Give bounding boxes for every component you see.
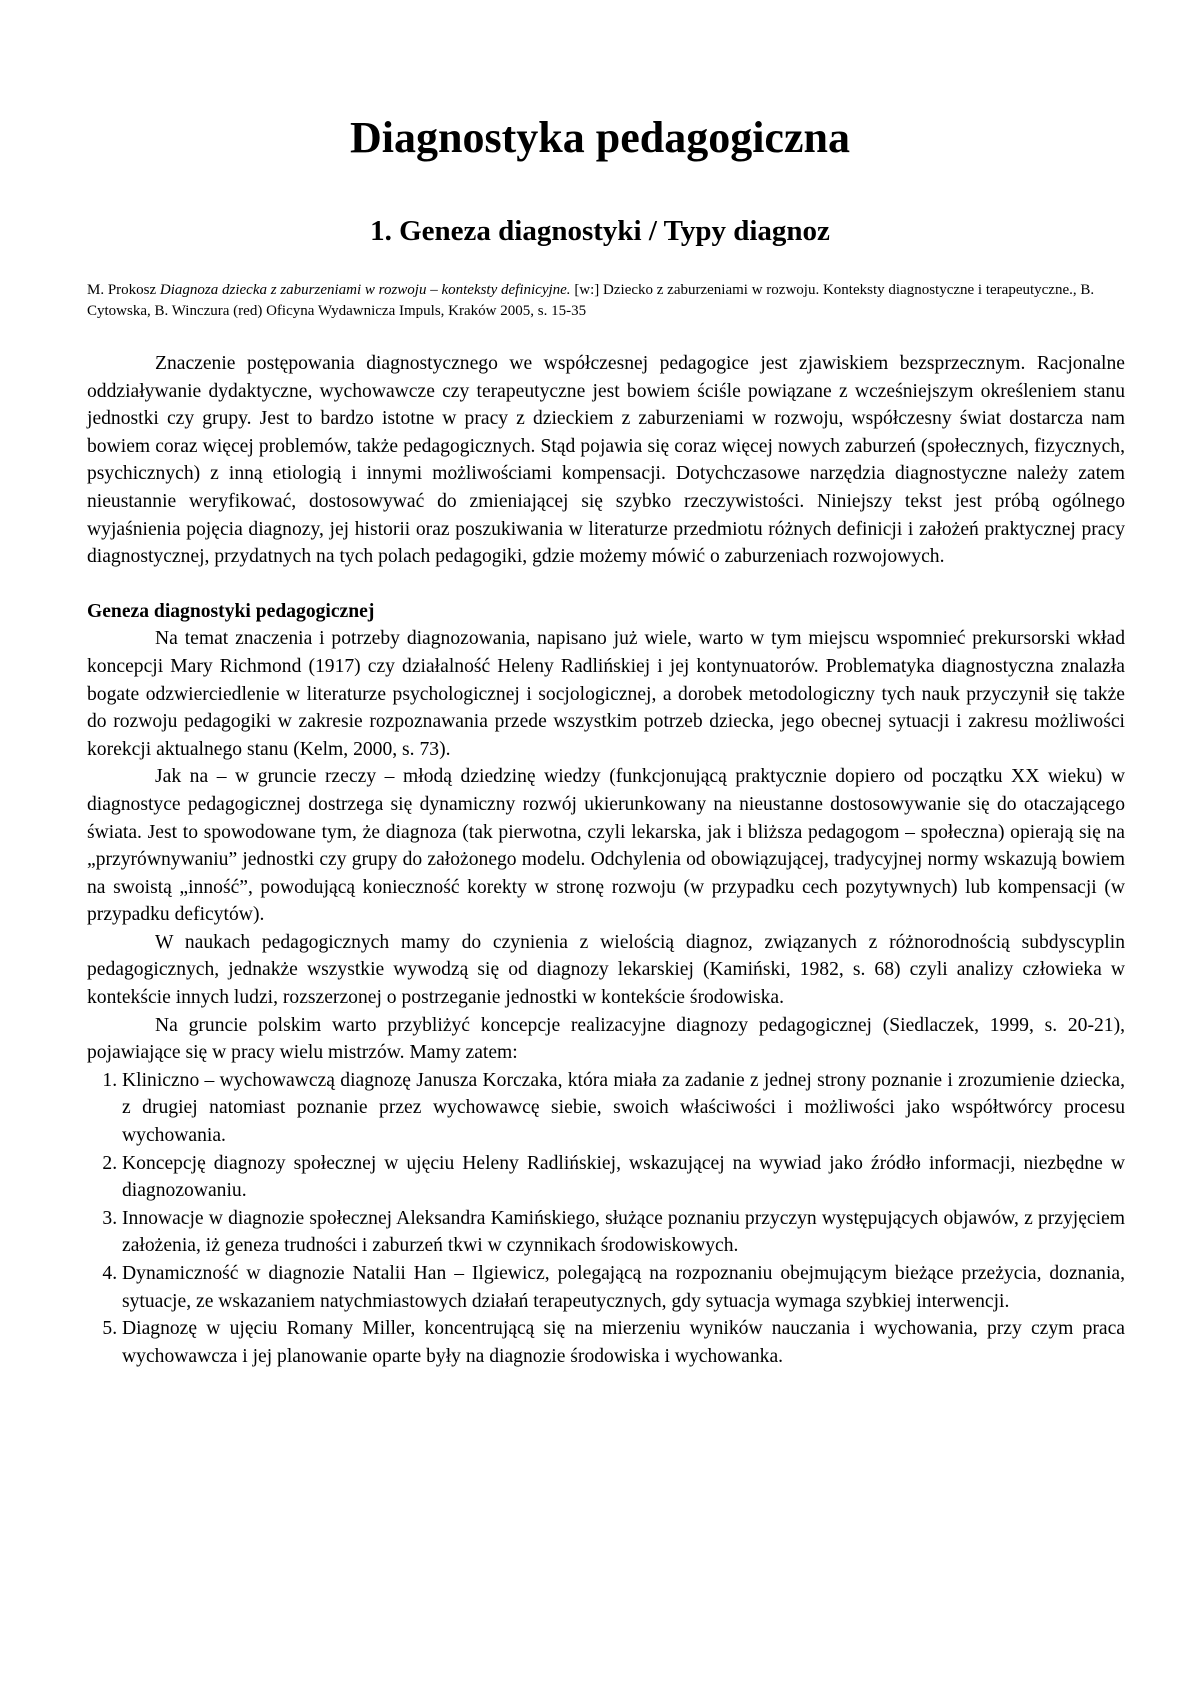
body-paragraph: W naukach pedagogicznych mamy do czynienia z wielością diagnoz, związanych z różnorodnością subdyscyplin pedagogicznych, jednakże wszystkie wywodzą się od diagnozy lekarskiej (Kamiński, 1982, s. 68) czyli analizy człowieka w kontekście innych ludzi, rozszerzonej o postrzeganie jednostki w kontekście środowiska. bbox=[87, 931, 1125, 1009]
body-paragraph: Na gruncie polskim warto przybliżyć koncepcje realizacyjne diagnozy pedagogicznej (Siedlaczek, 1999, s. 20-21), pojawiające się w pracy wielu mistrzów. Mamy zatem: bbox=[87, 1014, 1125, 1064]
list-item: 5. Diagnozę w ujęciu Romany Miller, koncentrującą się na mierzeniu wyników nauczania i wychowania, przy czym praca wychowawcza i jej planowanie oparte były na diagnozie środowiska i wychowanka. bbox=[122, 1315, 1125, 1370]
reference-work-title: Diagnoza dziecka z zaburzeniami w rozwoju – konteksty definicyjne. bbox=[159, 282, 571, 298]
list-item: 4. Dynamiczność w diagnozie Natalii Han – Ilgiewicz, polegającą na rozpoznaniu obejmującym bieżące przeżycia, doznania, sytuacje, ze wskazaniem natychmiastowych działań terapeutycznych, gdy sytuacja wymaga szybkiej interwencji. bbox=[122, 1260, 1125, 1315]
list-item: 2. Koncepcję diagnozy społecznej w ujęciu Heleny Radlińskiej, wskazującej na wywiad jako źródło informacji, niezbędne w diagnozowaniu. bbox=[122, 1150, 1125, 1205]
document-body bbox=[87, 350, 1125, 1370]
body-paragraph: Jak na – w gruncie rzeczy – młodą dziedzinę wiedzy (funkcjonującą praktycznie dopiero od początku XX wieku) w diagnostyce pedagogicznej dostrzega się dynamiczny rozwój ukierunkowany na nieustanne dostosowywanie się do otaczającego świata. Jest to spowodowane tym, że diagnoza (tak pierwotna, czyli lekarska, jak i bliższa pedagogom – społeczna) opierają się na „przyrównywaniu” jednostki czy grupy do założonego modelu. Odchylenia od obowiązującej, tradycyjnej normy wskazują bowiem na swoistą „inność”, powodującą konieczność korekty w stronę rozwoju (w przypadku cech pozytywnych) lub kompensacji (w przypadku deficytów). bbox=[87, 766, 1125, 926]
chapter-subtitle: 1. Geneza diagnostyki / Typy diagnoz bbox=[370, 215, 830, 247]
page-title: Diagnostyka pedagogiczna bbox=[350, 113, 850, 162]
list-item: 1. Kliniczno – wychowawczą diagnozę Janusza Korczaka, która miała za zadanie z jednej strony poznanie i zrozumienie dziecka, z drugiej natomiast poznanie przez wychowawcę siebie, swoich właściwości i możliwości jako współtwórcy procesu wychowania. bbox=[122, 1067, 1125, 1150]
bibliographic-reference bbox=[87, 280, 1125, 322]
intro-paragraph: Znaczenie postępowania diagnostycznego we współczesnej pedagogice jest zjawiskiem bezsprzecznym. Racjonalne oddziaływanie dydaktyczne, wychowawcze czy terapeutyczne jest bowiem ściśle powiązane z wcześniejszym określeniem stanu jednostki czy grupy. Jest to bardzo istotne w pracy z dzieckiem z zaburzeniami w rozwoju, współczesny świat dostarcza nam bowiem coraz więcej problemów, także pedagogicznych. Stąd pojawia się coraz więcej nowych zaburzeń (społecznych, fizycznych, psychicznych) z inną etiologią i innymi możliwościami kompensacji. Dotychczasowe narzędzia diagnostyczne należy zatem nieustannie weryfikować, dostosowywać do zmieniającej się szybko rzeczywistości. Niniejszy tekst jest próbą ogólnego wyjaśnienia pojęcia diagnozy, jej historii oraz poszukiwania w literaturze przedmiotu różnych definicji i założeń praktycznej pracy diagnostycznej, przydatnych na tych polach pedagogiki, gdzie możemy mówić o zaburzeniach rozwojowych. bbox=[87, 353, 1125, 568]
body-paragraph: Na temat znaczenia i potrzeby diagnozowania, napisano już wiele, warto w tym miejscu wspomnieć prekursorski wkład koncepcji Mary Richmond (1917) czy działalność Heleny Radlińskiej i jej kontynuatorów. Problematyka diagnostyczna znalazła bogate odzwierciedlenie w literaturze psychologicznej i socjologicznej, a dorobek metodologiczny tych nauk przyczynił się także do rozwoju pedagogiki w zakresie rozpoznawania przede wszystkim potrzeb dziecka, jego obecnej sytuacji i zakresu możliwości korekcji aktualnego stanu (Kelm, 2000, s. 73). bbox=[87, 628, 1125, 760]
concepts-list bbox=[87, 1067, 1125, 1371]
reference-author: M. Prokosz bbox=[87, 282, 160, 298]
reference-details: [w:] Dziecko z zaburzeniami w rozwoju. Konteksty diagnostyczne i terapeutyczne., B. Cytowska, B. Winczura (red) Oficyna Wydawnicza Impuls, Kraków 2005, s. 15-35 bbox=[87, 282, 1095, 319]
section-heading: Geneza diagnostyki pedagogicznej bbox=[87, 600, 375, 622]
list-item: 3. Innowacje w diagnozie społecznej Aleksandra Kamińskiego, służące poznaniu przyczyn występujących objawów, z przyjęciem założenia, iż geneza trudności i zaburzeń tkwi w czynnikach środowiskowych. bbox=[122, 1205, 1125, 1260]
